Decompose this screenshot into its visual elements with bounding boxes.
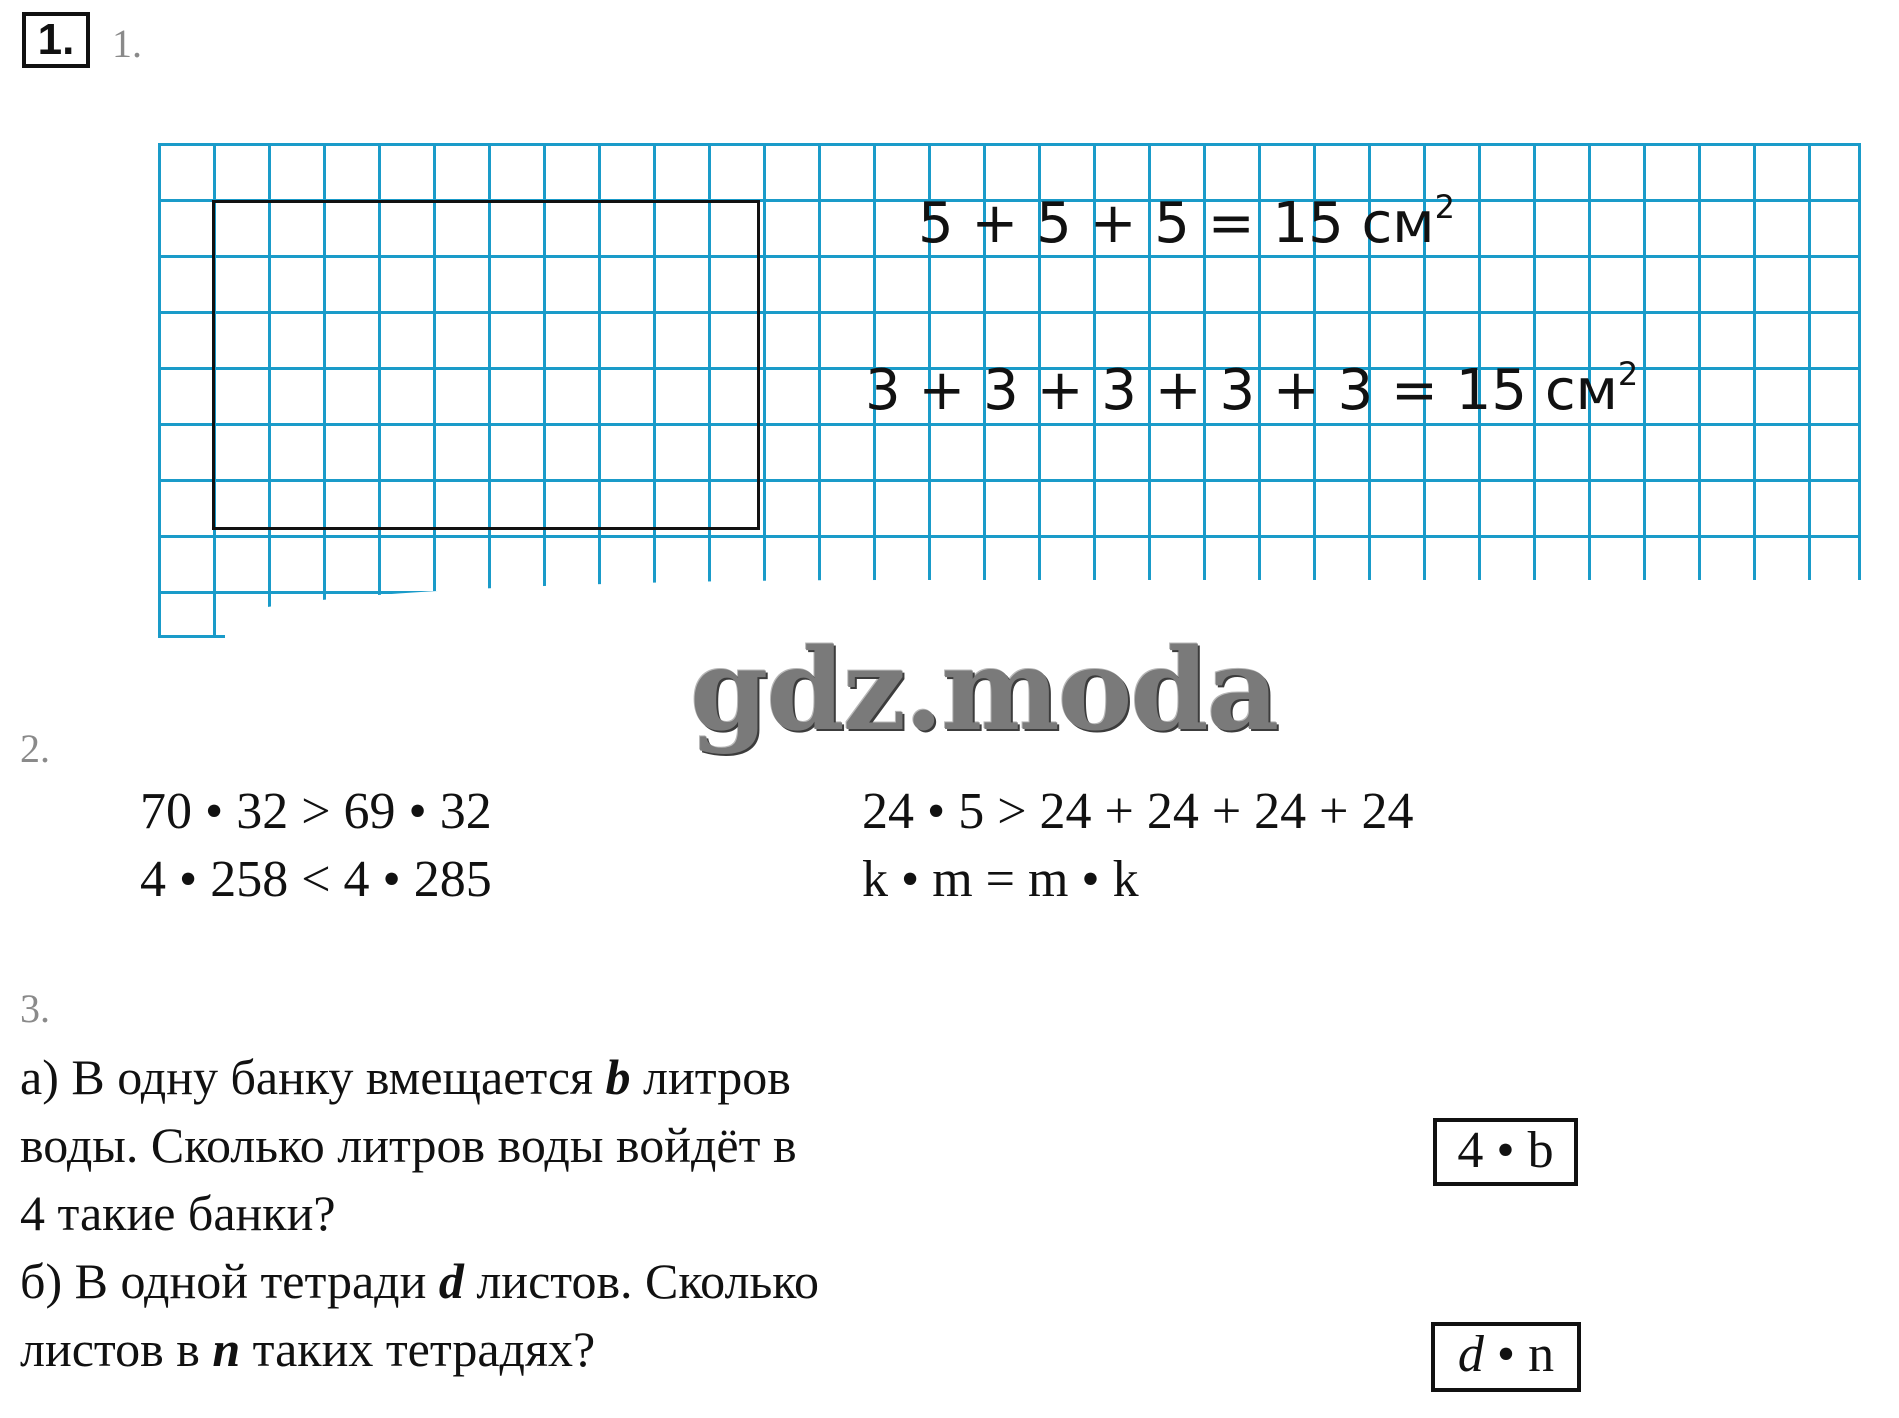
part-a-variable-b: b xyxy=(605,1049,631,1105)
part-a-line-1-pre: а) В одну банку вмещается xyxy=(20,1049,606,1105)
comparison-4: k • m = m • k xyxy=(862,851,1139,908)
answer-b-post: • n xyxy=(1483,1326,1555,1383)
answer-box-b xyxy=(1431,1322,1581,1392)
part-a-line-2: воды. Сколько литров воды войдёт в xyxy=(20,1117,797,1173)
equation-2-text: 3 + 3 + 3 + 3 + 3 = 15 см xyxy=(865,358,1618,423)
equation-1-text: 5 + 5 + 5 = 15 см xyxy=(918,191,1435,256)
section-1-number: 1. xyxy=(112,21,142,66)
watermark: gdz.moda xyxy=(690,625,1278,756)
part-b-line-1 xyxy=(20,1247,819,1315)
section-3-number: 3. xyxy=(20,986,50,1031)
part-b-variable-n: n xyxy=(212,1321,241,1377)
part-b-variable-d: d xyxy=(438,1253,464,1309)
comparison-1: 70 • 32 > 69 • 32 xyxy=(140,783,492,840)
part-a-line-3: 4 такие банки? xyxy=(20,1185,336,1241)
answer-b-variable: d xyxy=(1457,1326,1484,1383)
part-a-line-1-post: литров xyxy=(630,1049,791,1105)
part-b-line-1-pre: б) В одной тетради xyxy=(20,1253,439,1309)
part-b-line-1-post: листов. Сколько xyxy=(463,1253,820,1309)
drawn-rectangle xyxy=(212,200,760,530)
comparison-3: 24 • 5 > 24 + 24 + 24 + 24 xyxy=(862,783,1414,840)
equation-1 xyxy=(918,188,1455,256)
task-number-box xyxy=(22,12,90,68)
part-b-line-2 xyxy=(20,1315,595,1383)
part-b-line-2-post: таких тетрадях? xyxy=(240,1321,596,1377)
answer-a-variable: b xyxy=(1527,1122,1554,1179)
part-a-line-1 xyxy=(20,1043,791,1111)
equation-2 xyxy=(865,355,1638,423)
answer-a-pre: 4 • xyxy=(1457,1122,1528,1179)
part-b-line-2-pre: листов в xyxy=(20,1321,213,1377)
task-number: 1. xyxy=(37,15,75,64)
equation-2-superscript: 2 xyxy=(1617,355,1639,393)
section-2-number: 2. xyxy=(20,726,50,771)
comparison-2: 4 • 258 < 4 • 285 xyxy=(140,851,492,908)
answer-box-a xyxy=(1433,1118,1578,1186)
equation-1-superscript: 2 xyxy=(1434,188,1455,226)
